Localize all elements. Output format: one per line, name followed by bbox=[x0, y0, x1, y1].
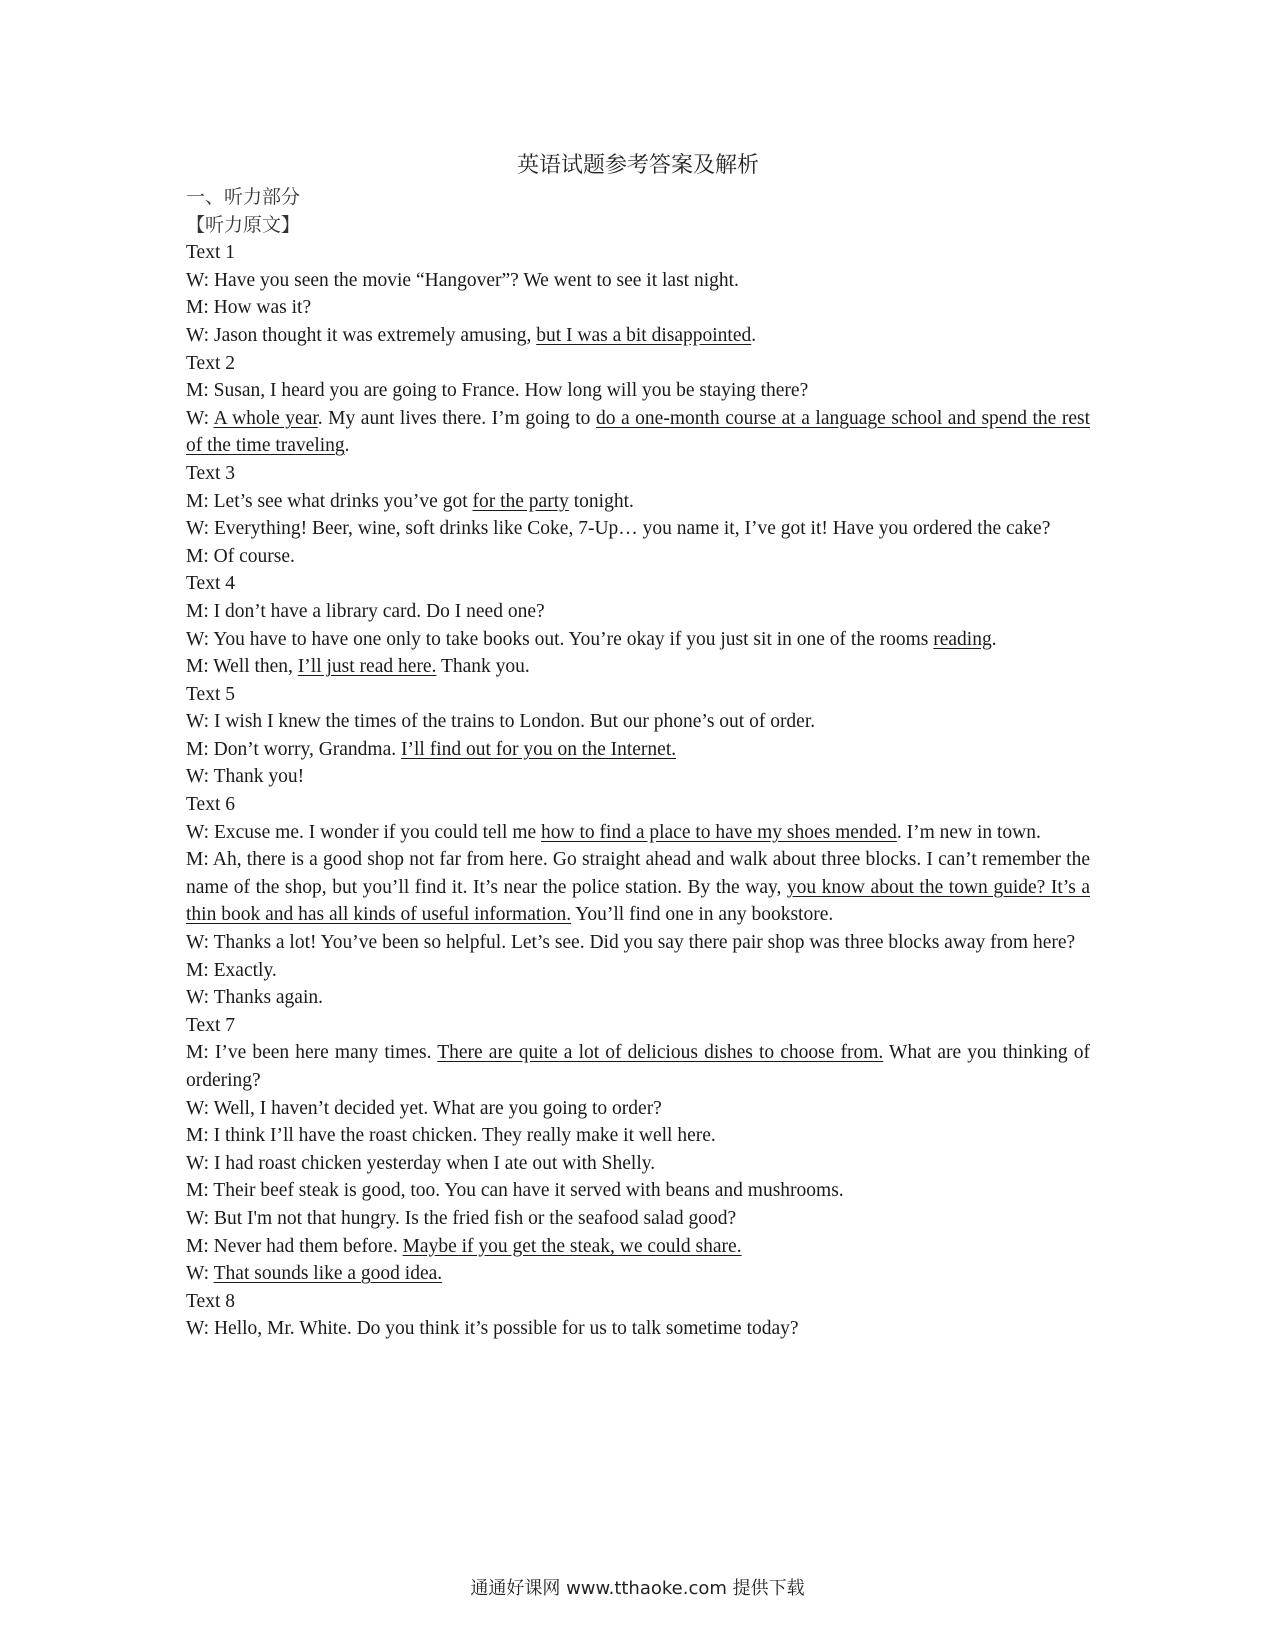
dialogue-line: W: I had roast chicken yesterday when I ate out with Shelly. bbox=[186, 1152, 656, 1174]
dialogue-line bbox=[186, 846, 1090, 929]
underlined-answer: Maybe if you get the steak, we could share. bbox=[402, 1235, 742, 1257]
underlined-answer: but I was a bit disappointed bbox=[536, 324, 752, 346]
dialogue-line: M: Of course. bbox=[186, 545, 295, 567]
dialogue-line bbox=[186, 488, 1090, 516]
text-span: W: Excuse me. I wonder if you could tell me bbox=[186, 821, 542, 843]
text-span: tonight. bbox=[568, 490, 634, 512]
text-span: You’ll find one in any bookstore. bbox=[571, 904, 834, 926]
underlined-answer: how to find a place to have my shoes mended bbox=[541, 821, 897, 843]
underlined-answer: That sounds like a good idea. bbox=[213, 1263, 443, 1285]
text-heading: Text 7 bbox=[186, 1014, 235, 1036]
text-span: W: Jason thought it was extremely amusing, bbox=[186, 324, 537, 346]
dialogue-line bbox=[186, 626, 1090, 654]
text-span: W: You have to have one only to take books out. You’re okay if you just sit in one of the rooms bbox=[186, 628, 934, 650]
underlined-answer: A whole year bbox=[213, 407, 318, 429]
text-span: M: Never had them before. bbox=[186, 1235, 403, 1257]
dialogue-line: W: But I'm not that hungry. Is the fried fish or the seafood salad good? bbox=[186, 1207, 737, 1229]
text-span: W: bbox=[186, 1263, 214, 1285]
text-span: . bbox=[344, 435, 350, 457]
text-heading: Text 6 bbox=[186, 794, 235, 816]
underlined-answer: you know about the town guide? It’s a thin book and has all kinds of useful information. bbox=[186, 876, 1090, 926]
dialogue-line: M: How was it? bbox=[186, 297, 312, 319]
section-heading: 一、听力部分 bbox=[186, 186, 301, 208]
subsection-heading: 【听力原文】 bbox=[186, 213, 301, 236]
dialogue-line: M: Exactly. bbox=[186, 959, 277, 981]
text-heading: Text 1 bbox=[186, 242, 235, 264]
text-heading: Text 8 bbox=[186, 1290, 235, 1312]
underlined-answer: for the party bbox=[472, 490, 569, 512]
dialogue-line: W: Hello, Mr. White. Do you think it’s possible for us to talk sometime today? bbox=[186, 1318, 799, 1340]
underlined-answer: do a one-month course at a language school and spend the rest of the time traveling bbox=[186, 407, 1090, 457]
text-span: . bbox=[751, 324, 757, 346]
page-title: 英语试题参考答案及解析 bbox=[516, 153, 759, 178]
text-span: M: Well then, bbox=[186, 656, 298, 678]
text-span: M: Ah, there is a good shop not far from here. Go straight ahead and walk about three blocks. I can’t remember the name of the shop, but you’ll find it. It’s near the police station. By the way, bbox=[186, 849, 1090, 898]
dialogue-line: M: I don’t have a library card. Do I need one? bbox=[186, 600, 545, 622]
text-heading: Text 2 bbox=[186, 352, 235, 374]
underlined-answer: reading bbox=[933, 628, 992, 650]
text-span: . My aunt lives there. I’m going to bbox=[317, 407, 596, 429]
text-span: M: Let’s see what drinks you’ve got bbox=[186, 490, 473, 512]
underlined-answer: I’ll just read here. bbox=[297, 656, 437, 678]
dialogue-line: W: Everything! Beer, wine, soft drinks like Coke, 7-Up… you name it, I’ve got it! Have you ordered the cake? bbox=[186, 518, 1051, 540]
text-span: Thank you. bbox=[436, 656, 530, 678]
text-heading: Text 4 bbox=[186, 573, 235, 595]
underlined-answer: I’ll find out for you on the Internet. bbox=[401, 738, 677, 760]
dialogue-line bbox=[186, 405, 1090, 460]
text-heading: Text 3 bbox=[186, 462, 235, 484]
dialogue-line bbox=[186, 819, 1090, 847]
dialogue-line: M: Their beef steak is good, too. You can have it served with beans and mushrooms. bbox=[186, 1180, 844, 1202]
underlined-answer: There are quite a lot of delicious dishes to choose from. bbox=[437, 1042, 884, 1064]
dialogue-line: W: Thanks a lot! You’ve been so helpful. Let’s see. Did you say there pair shop was three blocks away from here? bbox=[186, 932, 1076, 954]
text-span: . bbox=[991, 628, 997, 650]
text-span: W: bbox=[186, 407, 214, 429]
text-span: M: Don’t worry, Grandma. bbox=[186, 738, 402, 760]
dialogue-line: W: I wish I knew the times of the trains to London. But our phone’s out of order. bbox=[186, 711, 816, 733]
dialogue-line bbox=[186, 1260, 1090, 1288]
dialogue-line: W: Have you seen the movie “Hangover”? We went to see it last night. bbox=[186, 269, 739, 291]
text-heading: Text 5 bbox=[186, 683, 235, 705]
dialogue-line bbox=[186, 736, 1090, 764]
text-span: M: I’ve been here many times. bbox=[186, 1042, 438, 1064]
dialogue-line: M: Susan, I heard you are going to France. How long will you be staying there? bbox=[186, 380, 809, 402]
dialogue-line: W: Thanks again. bbox=[186, 987, 324, 1009]
dialogue-line bbox=[186, 1233, 1090, 1261]
dialogue-line bbox=[186, 1039, 1090, 1094]
text-span: What are you thinking of ordering? bbox=[186, 1042, 1090, 1091]
dialogue-line: W: Thank you! bbox=[186, 766, 305, 788]
dialogue-line: M: I think I’ll have the roast chicken. They really make it well here. bbox=[186, 1125, 716, 1147]
dialogue-line bbox=[186, 653, 1090, 681]
dialogue-line: W: Well, I haven’t decided yet. What are you going to order? bbox=[186, 1097, 662, 1119]
text-span: . I’m new in town. bbox=[896, 821, 1041, 843]
dialogue-line bbox=[186, 322, 1090, 350]
document-page bbox=[186, 150, 1090, 1343]
page-footer: 通通好课网 www.tthaoke.com 提供下载 bbox=[470, 1578, 805, 1599]
